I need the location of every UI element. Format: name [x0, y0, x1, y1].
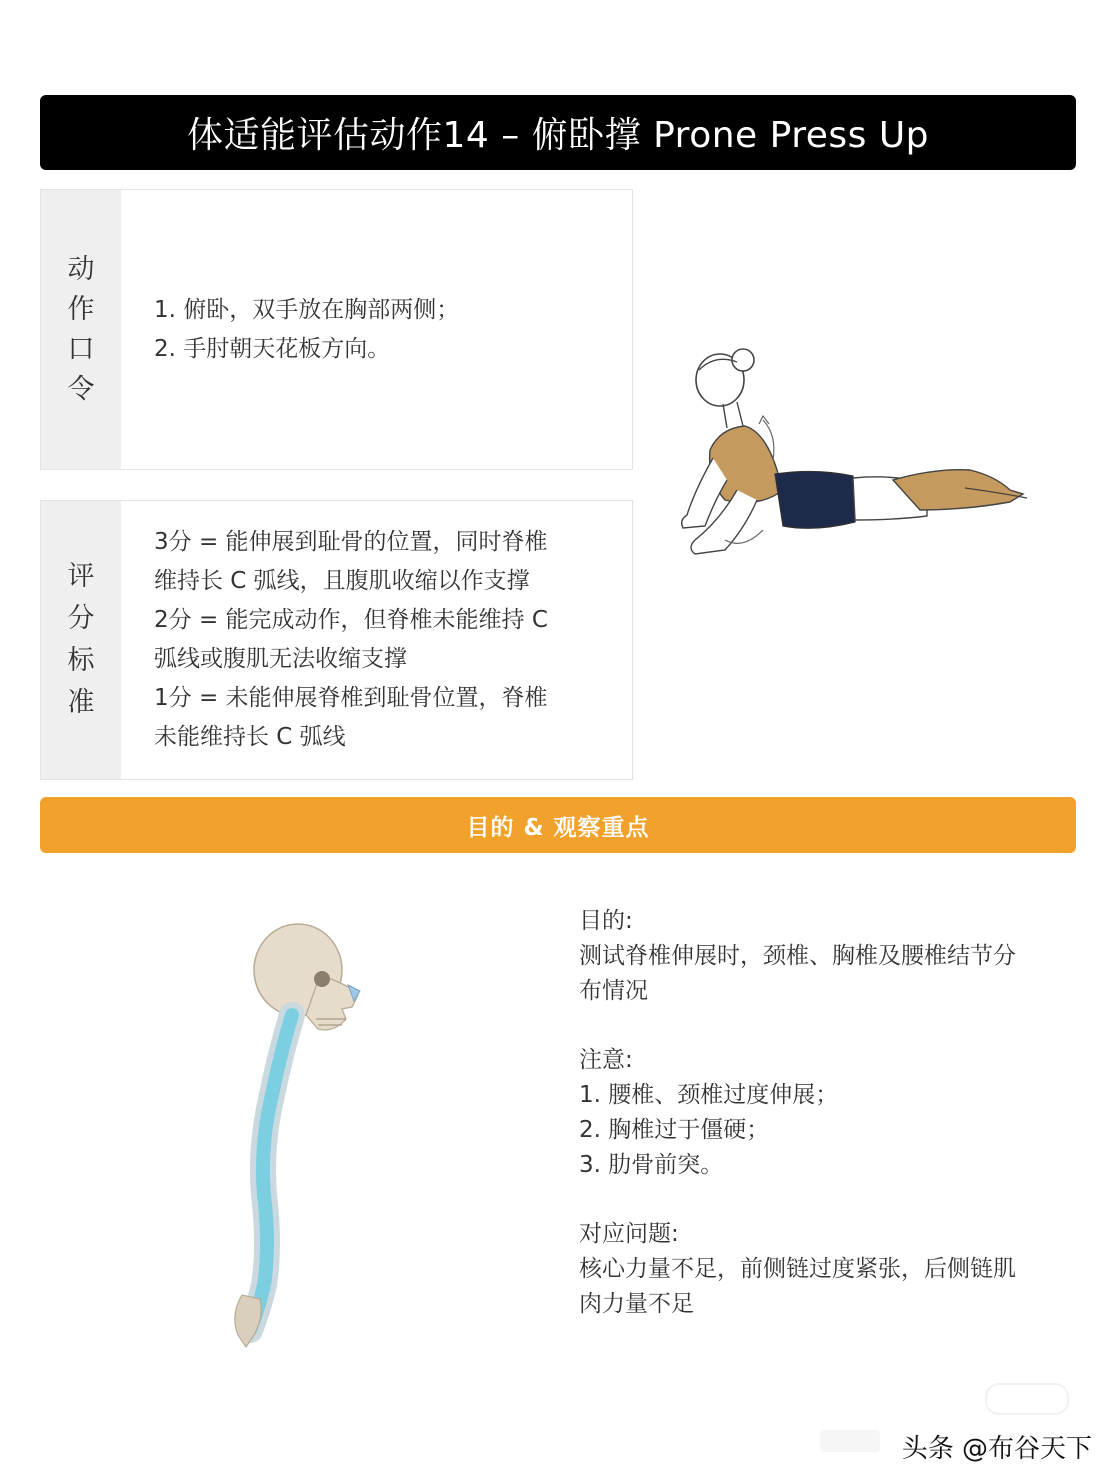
command-label-char: 动: [67, 253, 95, 285]
scoring-label-char: 评: [67, 561, 95, 592]
section-bar-text: 目的 & 观察重点: [466, 814, 650, 841]
scoring-body: [121, 501, 632, 779]
command-card: [40, 189, 633, 470]
watermark-badge: [985, 1383, 1069, 1415]
notes-line: 3. 肋骨前突。: [579, 1152, 724, 1178]
scoring-label-char: 标: [67, 645, 95, 676]
problems-block: [579, 1217, 1079, 1322]
purpose-line: 测试脊椎伸展时，颈椎、胸椎及腰椎结节分: [579, 943, 1016, 969]
problems-line: 肉力量不足: [579, 1291, 694, 1317]
scoring-line: 未能维持长 C 弧线: [154, 724, 346, 750]
purpose-line: 布情况: [579, 978, 648, 1004]
notes-line: 2. 胸椎过于僵硬；: [579, 1117, 770, 1143]
scoring-label-char: 准: [67, 687, 95, 718]
scoring-line: 弧线或腹肌无法收缩支撑: [154, 646, 407, 672]
command-label-char: 作: [67, 293, 95, 325]
purpose-heading: 目的:: [579, 908, 633, 934]
notes-line: 1. 腰椎、颈椎过度伸展；: [579, 1082, 839, 1108]
footer-credit: 头条 @布谷天下: [901, 1434, 1092, 1464]
problems-heading: 对应问题:: [579, 1221, 679, 1247]
command-label-char: 令: [67, 373, 95, 405]
faint-watermark: [820, 1430, 880, 1452]
scoring-line: 3分 = 能伸展到耻骨的位置，同时脊椎: [154, 529, 548, 555]
problems-line: 核心力量不足，前侧链过度紧张，后侧链肌: [579, 1256, 1016, 1282]
section-bar: [40, 797, 1076, 853]
prone-press-up-illustration: [665, 340, 1040, 570]
command-label-char: 口: [67, 333, 95, 365]
scoring-line: 2分 = 能完成动作，但脊椎未能维持 C: [154, 607, 548, 633]
command-line: 1. 俯卧，双手放在胸部两侧；: [154, 296, 460, 323]
purpose-block: [579, 904, 1079, 1009]
notes-heading: 注意:: [579, 1047, 633, 1073]
scoring-card: [40, 500, 633, 780]
command-line: 2. 手肘朝天花板方向。: [154, 335, 391, 362]
spine-skull-anatomy-illustration: [220, 915, 390, 1355]
scoring-label-char: 分: [67, 603, 95, 634]
notes-block: [579, 1043, 1079, 1183]
scoring-label: [41, 501, 121, 779]
page-title-text: 体适能评估动作14 – 俯卧撑 Prone Press Up: [186, 115, 930, 156]
scoring-line: 1分 = 未能伸展脊椎到耻骨位置，脊椎: [154, 685, 548, 711]
page-title: [40, 95, 1076, 170]
command-label: [41, 190, 121, 469]
command-body: [121, 190, 632, 469]
info-panel: [579, 904, 1079, 1356]
scoring-line: 维持长 C 弧线，且腹肌收缩以作支撑: [154, 568, 530, 594]
